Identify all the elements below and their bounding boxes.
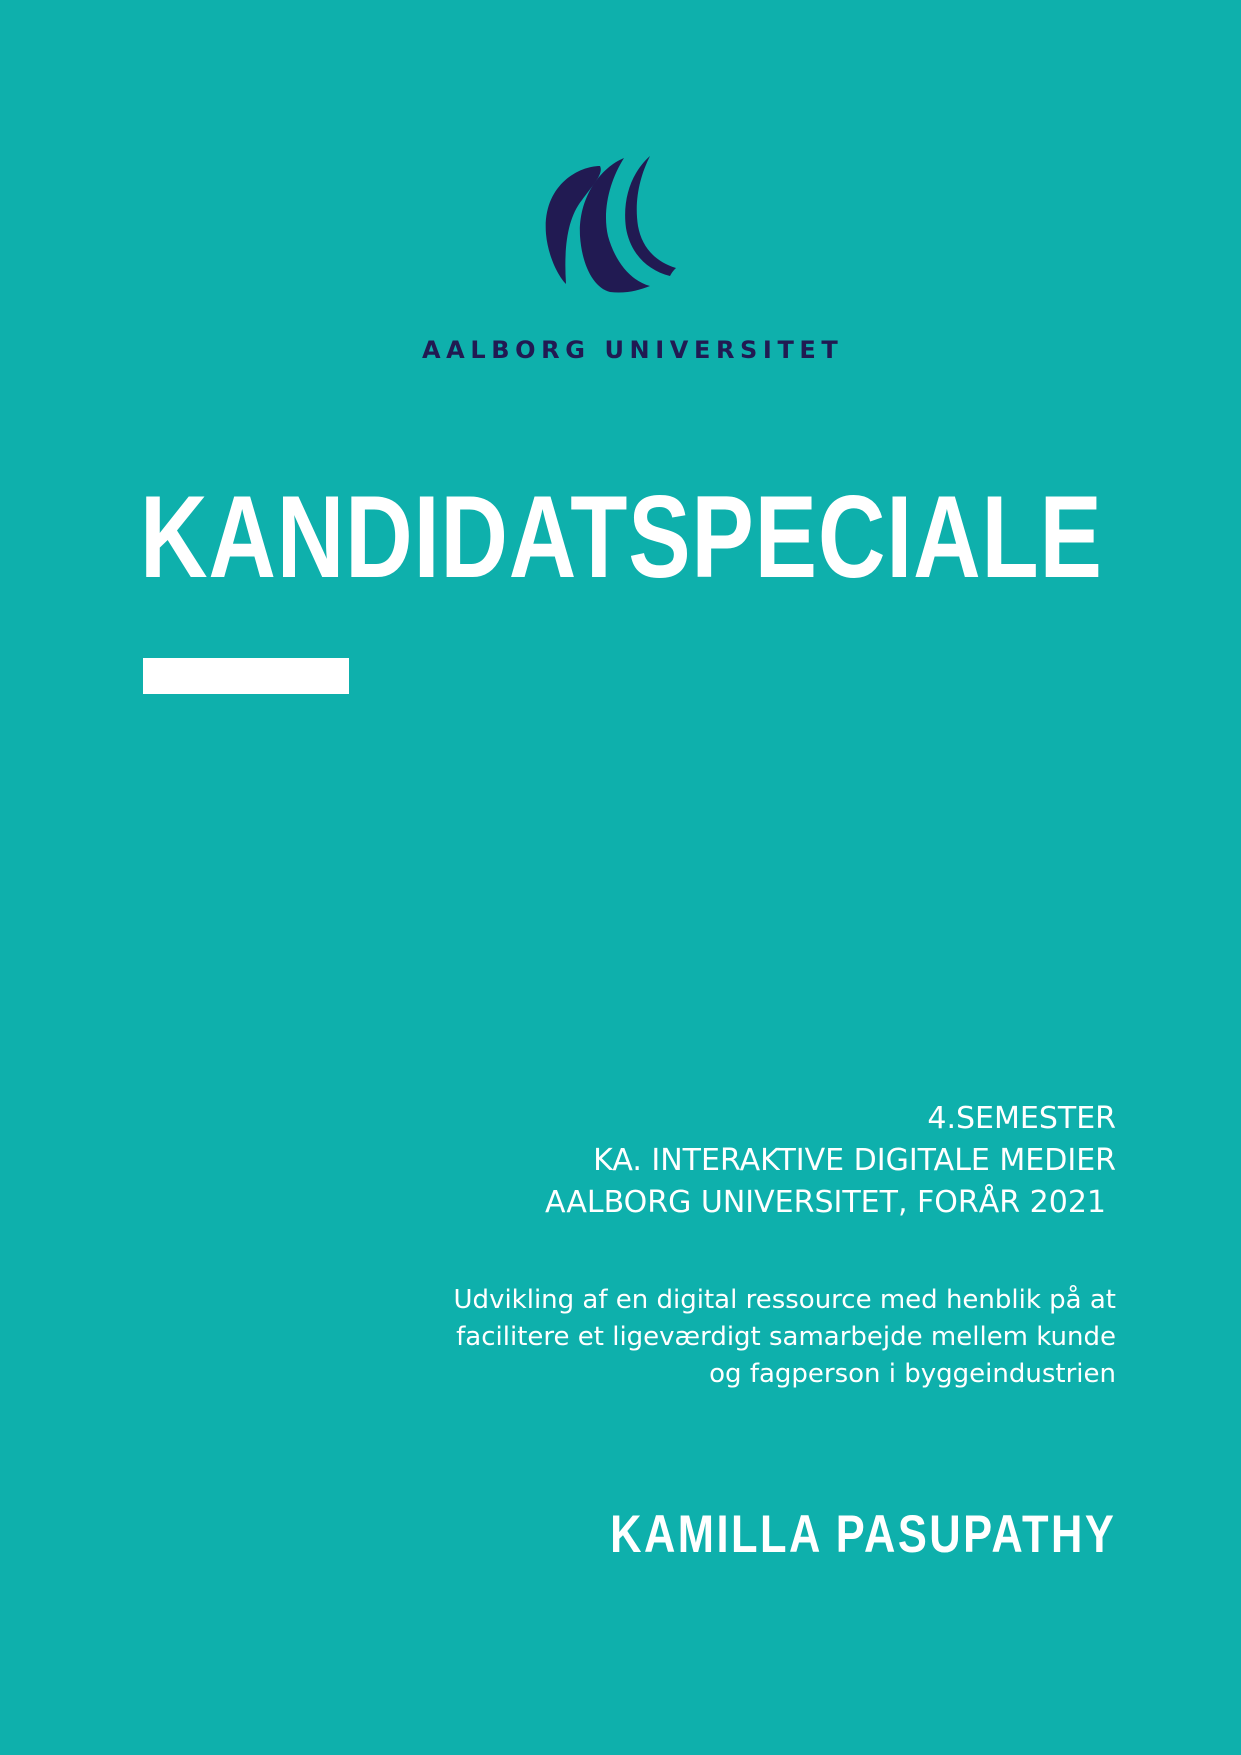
programme-line: KA. INTERAKTIVE DIGITALE MEDIER <box>593 1143 1116 1178</box>
description-line-1: Udvikling af en digital ressource med henblik på at <box>453 1285 1116 1315</box>
university-term-line: AALBORG UNIVERSITET, FORÅR 2021 <box>545 1185 1106 1220</box>
thesis-description <box>454 1282 1116 1393</box>
logo-wordmark: AALBORG UNIVERSITET <box>422 336 844 364</box>
title-underline-bar <box>143 658 349 694</box>
description-line-3: og fagperson i byggeindustrien <box>709 1359 1116 1389</box>
description-line-2: facilitere et ligeværdigt samarbejde mellem kunde <box>456 1322 1116 1352</box>
aau-wave-logo-icon <box>540 152 680 297</box>
thesis-details <box>545 1098 1116 1224</box>
page-title: KANDIDATSPECIALE <box>140 471 1103 602</box>
semester-line: 4.SEMESTER <box>927 1101 1116 1136</box>
author-name: KAMILLA PASUPATHY <box>609 1505 1116 1564</box>
